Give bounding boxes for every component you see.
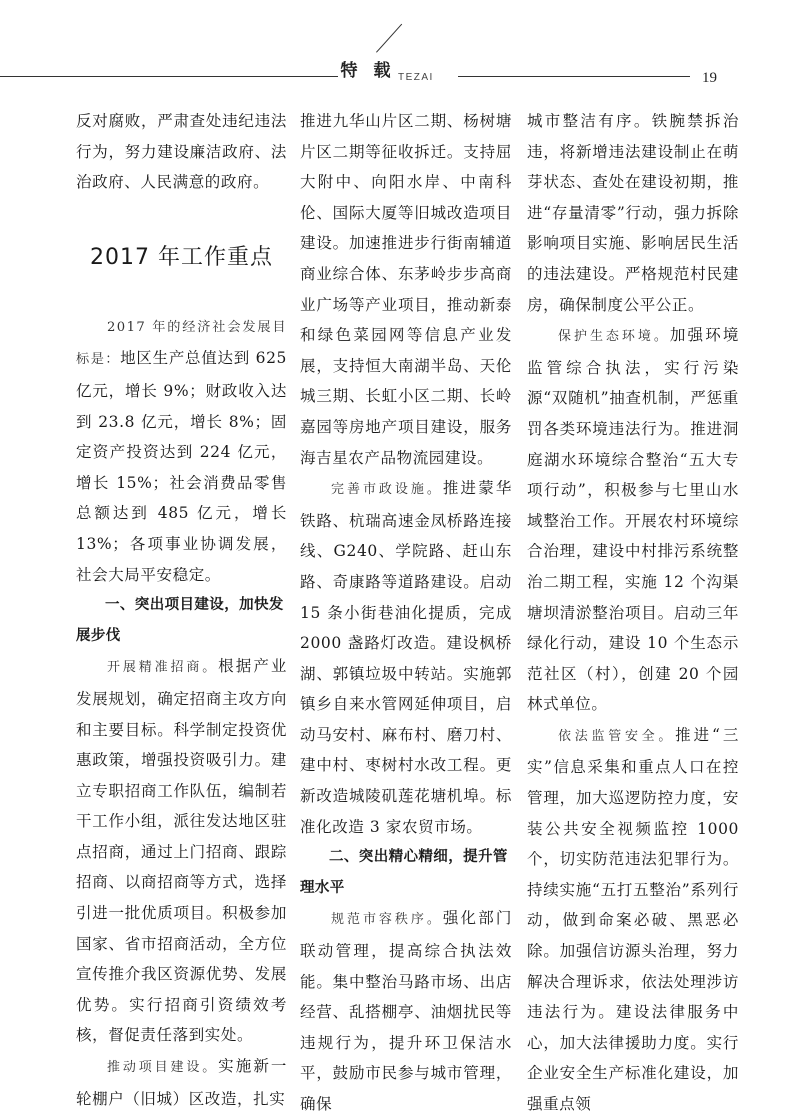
paragraph-text: 推进蒙华铁路、杭瑞高速金凤桥路连接线、G240、学院路、赶山东路、奇康路等道路建设。启动 15 条小街巷油化提质，完成 2000 盏路灯改造。建设枫桥湖、郭镇垃圾中转站。实施郭镇乡自来水管网延伸项目，启动马安村、麻布村、磨刀村、建中村、枣树村水改工程。更新改造城陵矶莲花塘机埠。标准化改造 3 家农贸市场。 <box>300 479 512 836</box>
column-1 <box>76 106 288 1108</box>
paragraph-keyword: 规范市容秩序。 <box>331 912 443 928</box>
paragraph-text: 根据产业发展规划，确定招商主攻方向和主要目标。科学制定投资优惠政策，增强投资吸引力。建立专职招商工作队伍，编制若干工作小组，派往发达地区驻点招商，通过上门招商、跟踪招商、以商招商等方式，选择引进一批优质项目。积极参加国家、省市招商活动，全方位宣传推介我区资源优势、发展优势。实行招商引资绩效考核，督促责任落到实处。 <box>76 657 287 1045</box>
paragraph-text: 加强环境监管综合执法，实行污染源“双随机”抽查机制，严惩重罚各类环境违法行为。推进洞庭湖水环境综合整治“五大专项行动”，积极参与七里山水域整治工作。开展农村环境综合治理，建设中村排污系统整治二期工程，实施 12 个沟渠塘坝清淤整治项目。启动三年绿化行动，建设 10 个生态示范社区（村），创建 20 个园林式单位。 <box>527 326 739 714</box>
intro-lead: 2017 年的经济社会发展目标是： <box>76 319 287 368</box>
paragraph <box>300 473 512 842</box>
paragraph: 推进九华山片区二期、杨树塘片区二期等征收拆迁。支持屈大附中、向阳水岸、中南科伦、国际大厦等旧城改造项目建设。加速推进步行街南辅道商业综合体、东茅岭步步高商业广场等产业项目，推动新泰和绿色菜园网等信息产业发展，支持恒大南湖半岛、天伦城三期、长虹小区二期、长岭嘉园等房地产项目建设，服务海吉星农产品物流园建设。 <box>300 112 512 467</box>
article-heading: 2017 年工作重点 <box>90 244 273 270</box>
paragraph <box>76 1051 287 1114</box>
paragraph <box>527 720 739 1120</box>
section-title-latin: TEZAI <box>398 72 434 83</box>
header-slash <box>376 24 402 53</box>
paragraph <box>300 903 512 1119</box>
page-number: 19 <box>702 70 717 86</box>
paragraph-text: 推进“三实”信息采集和重点人口在控管理，加大巡逻防控力度，安装公共安全视频监控 1000 个，切实防范违法犯罪行为。持续实施“五打五整治”系列行动，做到命案必破、黑恶必除。加强信访源头治理，努力解决合理诉求，依法处理涉访违法行为。建设法律服务中心，加大法律援助力度。实行企业安全生产标准化建设，加强重点领 <box>527 725 739 1113</box>
paragraph <box>527 320 739 720</box>
running-header <box>0 0 793 100</box>
column-3 <box>527 106 739 1113</box>
intro-text: 地区生产总值达到 625 亿元，增长 9%；财政收入达到 23.8 亿元，增长 8%；固定资产投资达到 224 亿元，增长 15%；社会消费品零售总额达到 485 亿元，增长 13%；各项事业协调发展，社会大局平安稳定。 <box>76 349 288 584</box>
section-title: 特 载 <box>340 61 396 81</box>
paragraph-keyword: 开展精准招商。 <box>107 660 219 676</box>
section-heading: 二、突出精心精细，提升管理水平 <box>300 849 508 896</box>
paragraph <box>76 651 287 1051</box>
paragraph-keyword: 保护生态环境。 <box>558 329 670 345</box>
paragraph: 反对腐败，严肃查处违纪违法行为，努力建设廉洁政府、法治政府、人民满意的政府。 <box>76 112 287 192</box>
column-2 <box>300 106 512 1113</box>
paragraph: 城市整洁有序。铁腕禁拆治违，将新增违法建设制止在萌芽状态、查处在建设初期，推进“存量清零”行动，强力拆除影响项目实施、影响居民生活的违法建设。严格规范村民建房，确保制度公平公正。 <box>527 112 739 314</box>
header-rule-right <box>458 76 690 77</box>
paragraph-text: 强化部门联动管理，提高综合执法效能。集中整治马路市场、出店经营、乱搭棚亭、油烟扰民等违规行为，提升环卫保洁水平，鼓励市民参与城市管理，确保 <box>300 909 512 1113</box>
paragraph-keyword: 推动项目建设。 <box>107 1060 219 1076</box>
paragraph-keyword: 依法监管安全。 <box>558 728 676 744</box>
paragraph-text: 实施新一轮棚户（旧城）区改造，扎实 <box>76 1057 287 1108</box>
paragraph-keyword: 完善市政设施。 <box>331 482 443 498</box>
header-rule-left <box>0 76 338 77</box>
intro-paragraph <box>76 311 287 590</box>
section-heading: 一、突出项目建设，加快发展步伐 <box>76 597 284 644</box>
